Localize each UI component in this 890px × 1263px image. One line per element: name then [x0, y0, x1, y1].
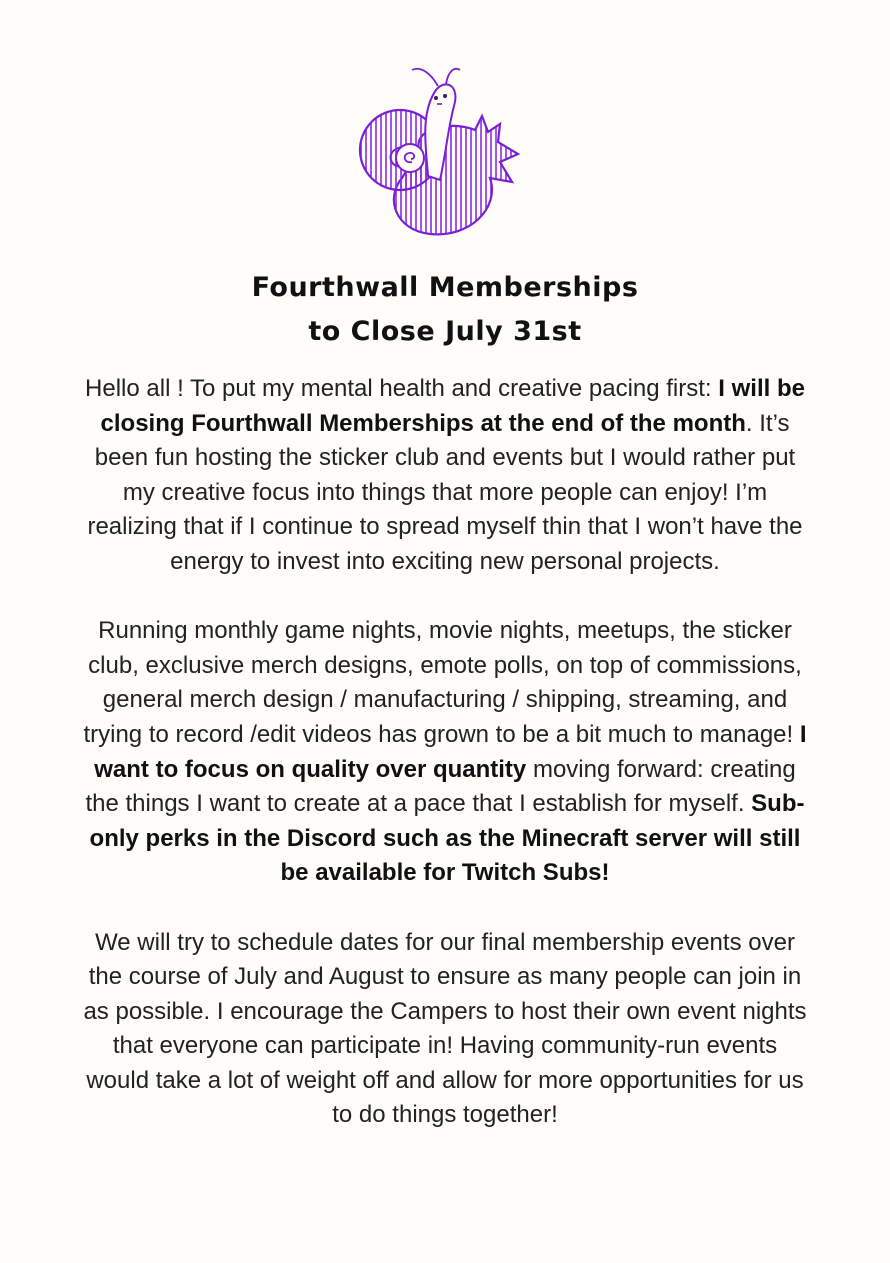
snail-on-fruit-logo-icon: [350, 58, 530, 243]
paragraph-text: moving forward: creating the things I want to create at a pace that I establish for myself.: [85, 755, 796, 818]
paragraph-text: . It’s been fun hosting the sticker club and events but I would rather put my creative focus into things that more people can enjoy! I’m realizing that if I continue to spread myself thin that I won’t have the energy to invest into exciting new personal projects.: [87, 409, 803, 575]
paragraph-3: [80, 926, 810, 1134]
paragraph-text: Hello all ! To put my mental health and creative pacing first:: [85, 375, 719, 402]
paragraph-text: We will try to schedule dates for our final membership events over the course of July and August to ensure as many people can join in as possible. I encourage the Campers to host their own event nights that everyone can participate in! Having community-run events would take a lot of weight off and allow for more opportunities for us to do things together!: [83, 928, 807, 1129]
paragraph-emphasis: I want to focus on quality over quantity: [94, 720, 807, 783]
paragraph-1: [80, 372, 810, 580]
announcement-body: [80, 372, 810, 1168]
title-line-2: to Close July 31st: [308, 316, 582, 347]
paragraph-emphasis: I will be closing Fourthwall Memberships at the end of the month: [100, 375, 805, 437]
paragraph-2: [80, 614, 810, 891]
page-title: [0, 266, 890, 354]
title-line-1: Fourthwall Memberships: [251, 272, 639, 303]
paragraph-emphasis: Sub-only perks in the Discord such as the Minecraft server will still be available for Twitch Subs!: [89, 790, 805, 887]
paragraph-text: Running monthly game nights, movie nights, meetups, the sticker club, exclusive merch designs, emote polls, on top of commissions, general merch design / manufacturing / shipping, streaming, and trying to record /edit videos has grown to be a bit much to manage!: [83, 617, 802, 748]
